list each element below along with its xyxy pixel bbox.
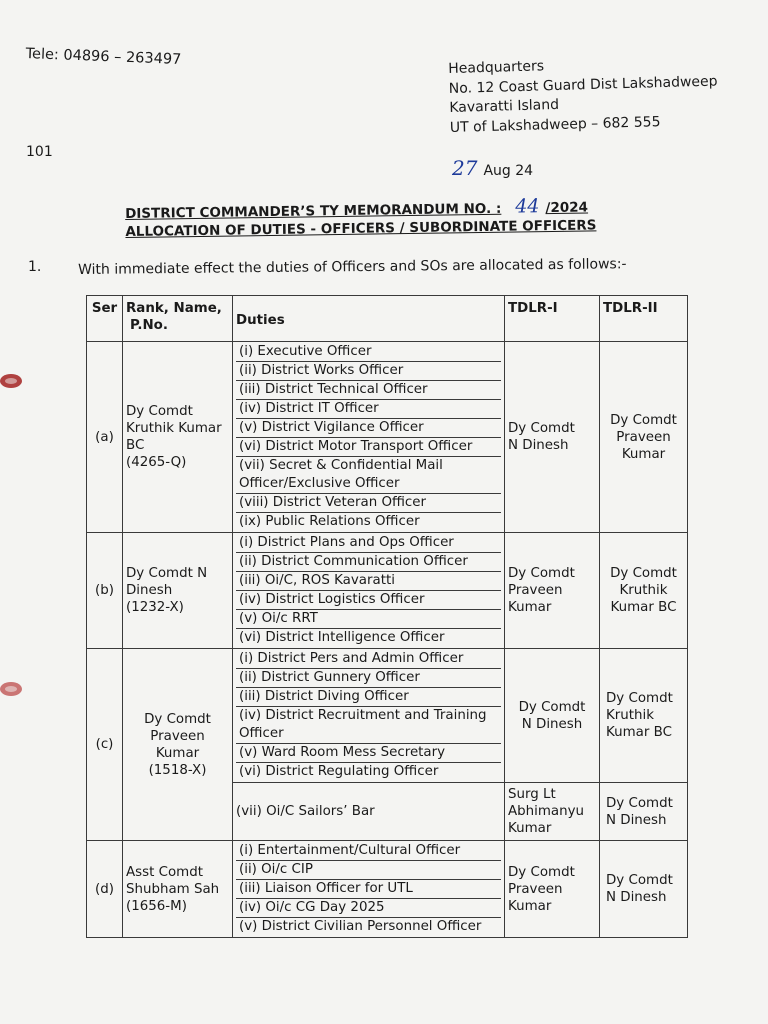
headquarters-address: [448, 52, 719, 137]
duty-item: (vi) District Motor Transport Officer: [236, 438, 501, 457]
handwritten-day: 27: [452, 156, 478, 180]
row-duties: [233, 649, 505, 783]
memo-year: /2024: [545, 199, 589, 217]
header-tdlr1: TDLR-I: [505, 296, 600, 342]
row-ser: (b): [87, 533, 123, 649]
header-rank: Rank, Name, P.No.: [123, 296, 233, 342]
paragraph-text: With immediate effect the duties of Officers and SOs are allocated as follows:-: [78, 256, 627, 278]
row-ser: (d): [87, 841, 123, 938]
punch-hole-mark: [0, 374, 22, 388]
memo-title-line2: ALLOCATION OF DUTIES - OFFICERS / SUBORDINATE OFFICERS: [125, 217, 597, 240]
file-number: 101: [26, 144, 53, 160]
row-tdlr1: Surg Lt Abhimanyu Kumar: [505, 783, 600, 841]
duty-item: (vi) District Intelligence Officer: [239, 630, 445, 645]
table-header-row: [87, 296, 688, 342]
address-line: UT of Lakshadweep – 682 555: [449, 113, 661, 136]
row-tdlr2: Dy Comdt Kruthik Kumar BC: [600, 533, 688, 649]
memo-date: [452, 156, 533, 180]
duty-item: (ii) District Works Officer: [236, 362, 501, 381]
row-tdlr2: Dy Comdt Kruthik Kumar BC: [600, 649, 688, 783]
table-row: [87, 342, 688, 533]
row-duties: [233, 841, 505, 938]
duty-item: (vii) Oi/C Sailors’ Bar: [233, 783, 505, 841]
duty-item: (i) Entertainment/Cultural Officer: [236, 842, 501, 861]
row-tdlr1: Dy Comdt Praveen Kumar: [505, 533, 600, 649]
row-tdlr1: Dy Comdt N Dinesh: [505, 342, 600, 533]
table-row: [87, 841, 688, 938]
duty-item: (i) District Plans and Ops Officer: [236, 534, 501, 553]
duty-item: (vii) Secret & Confidential Mail Officer/Exclusive Officer: [236, 457, 501, 494]
duties-table: [86, 295, 688, 938]
row-duties: [233, 342, 505, 533]
paragraph-number: 1.: [28, 259, 42, 275]
duty-item: (iii) Liaison Officer for UTL: [236, 880, 501, 899]
table-row: [87, 533, 688, 649]
header-tdlr2: TDLR-II: [600, 296, 688, 342]
date-month-year: Aug 24: [483, 163, 534, 179]
memo-title-line1: DISTRICT COMMANDER’S TY MEMORANDUM NO. :: [125, 200, 502, 222]
row-tdlr1: Dy Comdt Praveen Kumar: [505, 841, 600, 938]
row-ser: (c): [87, 649, 123, 841]
duty-item: (ii) Oi/c CIP: [236, 861, 501, 880]
handwritten-memo-number: 44: [515, 195, 540, 218]
memo-title: [125, 196, 597, 241]
duty-item: (v) Oi/c RRT: [236, 610, 501, 629]
duty-item: (vi) District Regulating Officer: [239, 764, 439, 779]
row-rank-name: Asst Comdt Shubham Sah (1656-M): [123, 841, 233, 938]
duty-item: (v) District Civilian Personnel Officer: [239, 919, 482, 934]
duty-item: (viii) District Veteran Officer: [236, 494, 501, 513]
address-line: Headquarters: [448, 58, 545, 77]
duty-item: (iv) District Recruitment and Training Officer: [236, 707, 501, 744]
punch-hole-mark: [0, 682, 22, 696]
duty-item: (i) Executive Officer: [236, 343, 501, 362]
header-duties: Duties: [233, 296, 505, 342]
duty-item: (iv) District IT Officer: [236, 400, 501, 419]
duty-item: (iii) District Diving Officer: [236, 688, 501, 707]
row-rank-name: Dy Comdt Kruthik Kumar BC (4265-Q): [123, 342, 233, 533]
duty-item: (ii) District Communication Officer: [236, 553, 501, 572]
duty-item: (iv) District Logistics Officer: [236, 591, 501, 610]
address-line: No. 12 Coast Guard Dist Lakshadweep: [448, 72, 718, 97]
row-tdlr2: Dy Comdt N Dinesh: [600, 783, 688, 841]
row-tdlr1: Dy Comdt N Dinesh: [505, 649, 600, 783]
duty-item: (ii) District Gunnery Officer: [236, 669, 501, 688]
duty-item: (iv) Oi/c CG Day 2025: [236, 899, 501, 918]
header-ser: Ser: [87, 296, 123, 342]
duty-item: (v) District Vigilance Officer: [236, 419, 501, 438]
duty-item: (v) Ward Room Mess Secretary: [236, 744, 501, 763]
row-ser: (a): [87, 342, 123, 533]
row-rank-name: Dy Comdt Praveen Kumar (1518-X): [123, 649, 233, 841]
row-tdlr2: Dy Comdt Praveen Kumar: [600, 342, 688, 533]
table-row: [87, 649, 688, 783]
duty-item: (iii) District Technical Officer: [236, 381, 501, 400]
telephone-number: Tele: 04896 – 263497: [25, 46, 182, 68]
duty-item: (ix) Public Relations Officer: [239, 514, 420, 529]
row-rank-name: Dy Comdt N Dinesh (1232-X): [123, 533, 233, 649]
duty-item: (i) District Pers and Admin Officer: [236, 650, 501, 669]
duty-item: (iii) Oi/C, ROS Kavaratti: [236, 572, 501, 591]
address-line: Kavaratti Island: [449, 96, 560, 116]
row-tdlr2: Dy Comdt N Dinesh: [600, 841, 688, 938]
row-duties: [233, 533, 505, 649]
